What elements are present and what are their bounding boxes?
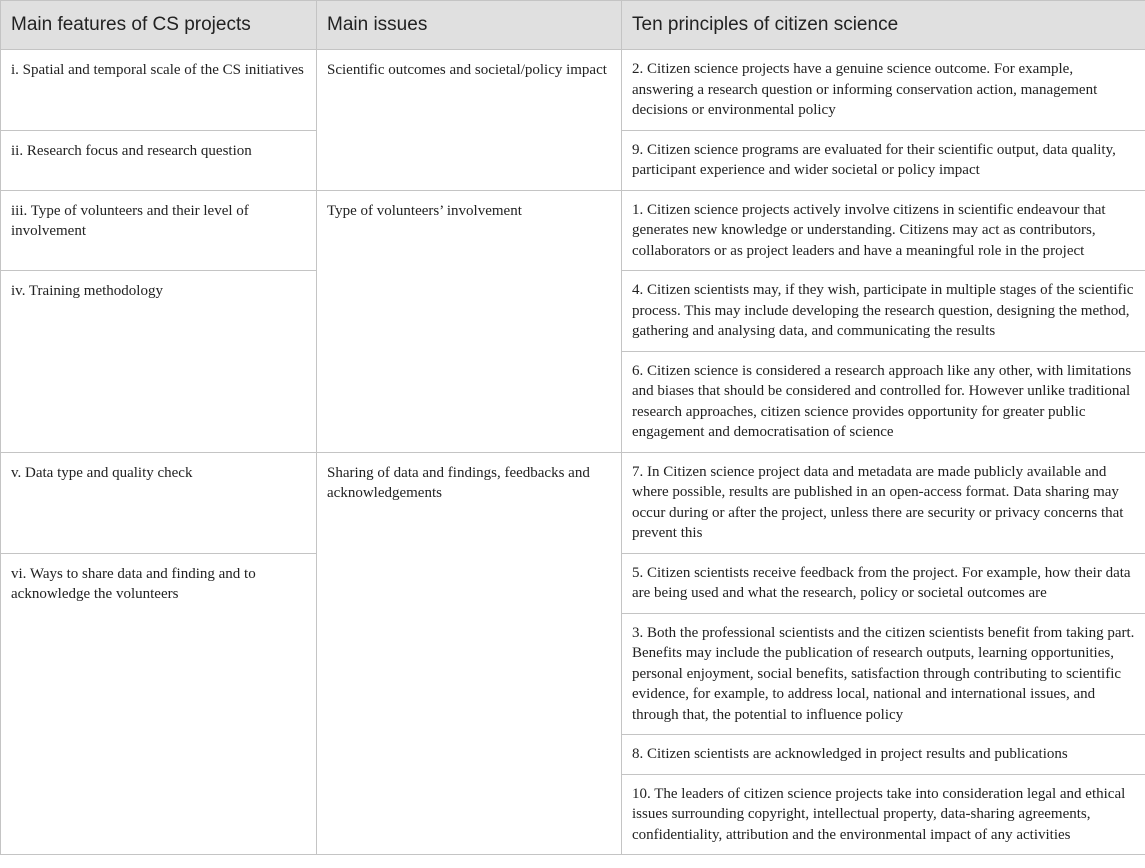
issue-cell: Scientific outcomes and societal/policy impact xyxy=(317,50,622,191)
header-principles: Ten principles of citizen science xyxy=(622,1,1145,50)
feature-cell: iii. Type of volunteers and their level of involvement xyxy=(1,190,317,271)
feature-cell: iv. Training methodology xyxy=(1,271,317,453)
header-features: Main features of CS projects xyxy=(1,1,317,50)
header-issues: Main issues xyxy=(317,1,622,50)
principle-cell: 5. Citizen scientists receive feedback from the project. For example, how their data are being used and what the research, policy or societal outcomes are xyxy=(622,553,1145,613)
principle-cell: 7. In Citizen science project data and metadata are made publicly available and where possible, results are published in an open-access format. Data sharing may occur during or after the project, unless there are security or privacy concerns that prevent this xyxy=(622,452,1145,553)
principle-cell: 6. Citizen science is considered a research approach like any other, with limitations and biases that should be considered and controlled for. However unlike traditional research approaches, citizen science provides opportunity for greater public engagement and democratisation of science xyxy=(622,351,1145,452)
feature-cell: ii. Research focus and research question xyxy=(1,130,317,190)
principle-cell: 2. Citizen science projects have a genuine science outcome. For example, answering a research question or informing conservation action, management decisions or environmental policy xyxy=(622,50,1145,131)
issue-cell: Type of volunteers’ involvement xyxy=(317,190,622,452)
table-row xyxy=(1,452,1145,553)
issue-cell: Sharing of data and findings, feedbacks and acknowledgements xyxy=(317,452,622,855)
principle-cell: 1. Citizen science projects actively involve citizens in scientific endeavour that generates new knowledge or understanding. Citizens may act as contributors, collaborators or as project leaders and have a meaningful role in the project xyxy=(622,190,1145,271)
feature-cell: vi. Ways to share data and finding and to acknowledge the volunteers xyxy=(1,553,317,855)
principle-cell: 10. The leaders of citizen science projects take into consideration legal and ethical issues surrounding copyright, intellectual property, data-sharing agreements, confidentiality, attribution and the environmental impact of any activities xyxy=(622,774,1145,855)
table-row xyxy=(1,190,1145,271)
principle-cell: 3. Both the professional scientists and the citizen scientists benefit from taking part. Benefits may include the publication of research outputs, learning opportunities, personal enjoyment, social benefits, satisfaction through contributing to scientific evidence, for example, to address local, national and international issues, and through that, the potential to influence policy xyxy=(622,613,1145,735)
header-row xyxy=(1,1,1145,50)
principle-cell: 8. Citizen scientists are acknowledged in project results and publications xyxy=(622,735,1145,775)
table-row xyxy=(1,50,1145,131)
principle-cell: 9. Citizen science programs are evaluated for their scientific output, data quality, participant experience and wider societal or policy impact xyxy=(622,130,1145,190)
feature-cell: v. Data type and quality check xyxy=(1,452,317,553)
feature-cell: i. Spatial and temporal scale of the CS initiatives xyxy=(1,50,317,131)
principle-cell: 4. Citizen scientists may, if they wish, participate in multiple stages of the scientific process. This may include developing the research question, designing the method, gathering and analysing data, and communicating the results xyxy=(622,271,1145,352)
